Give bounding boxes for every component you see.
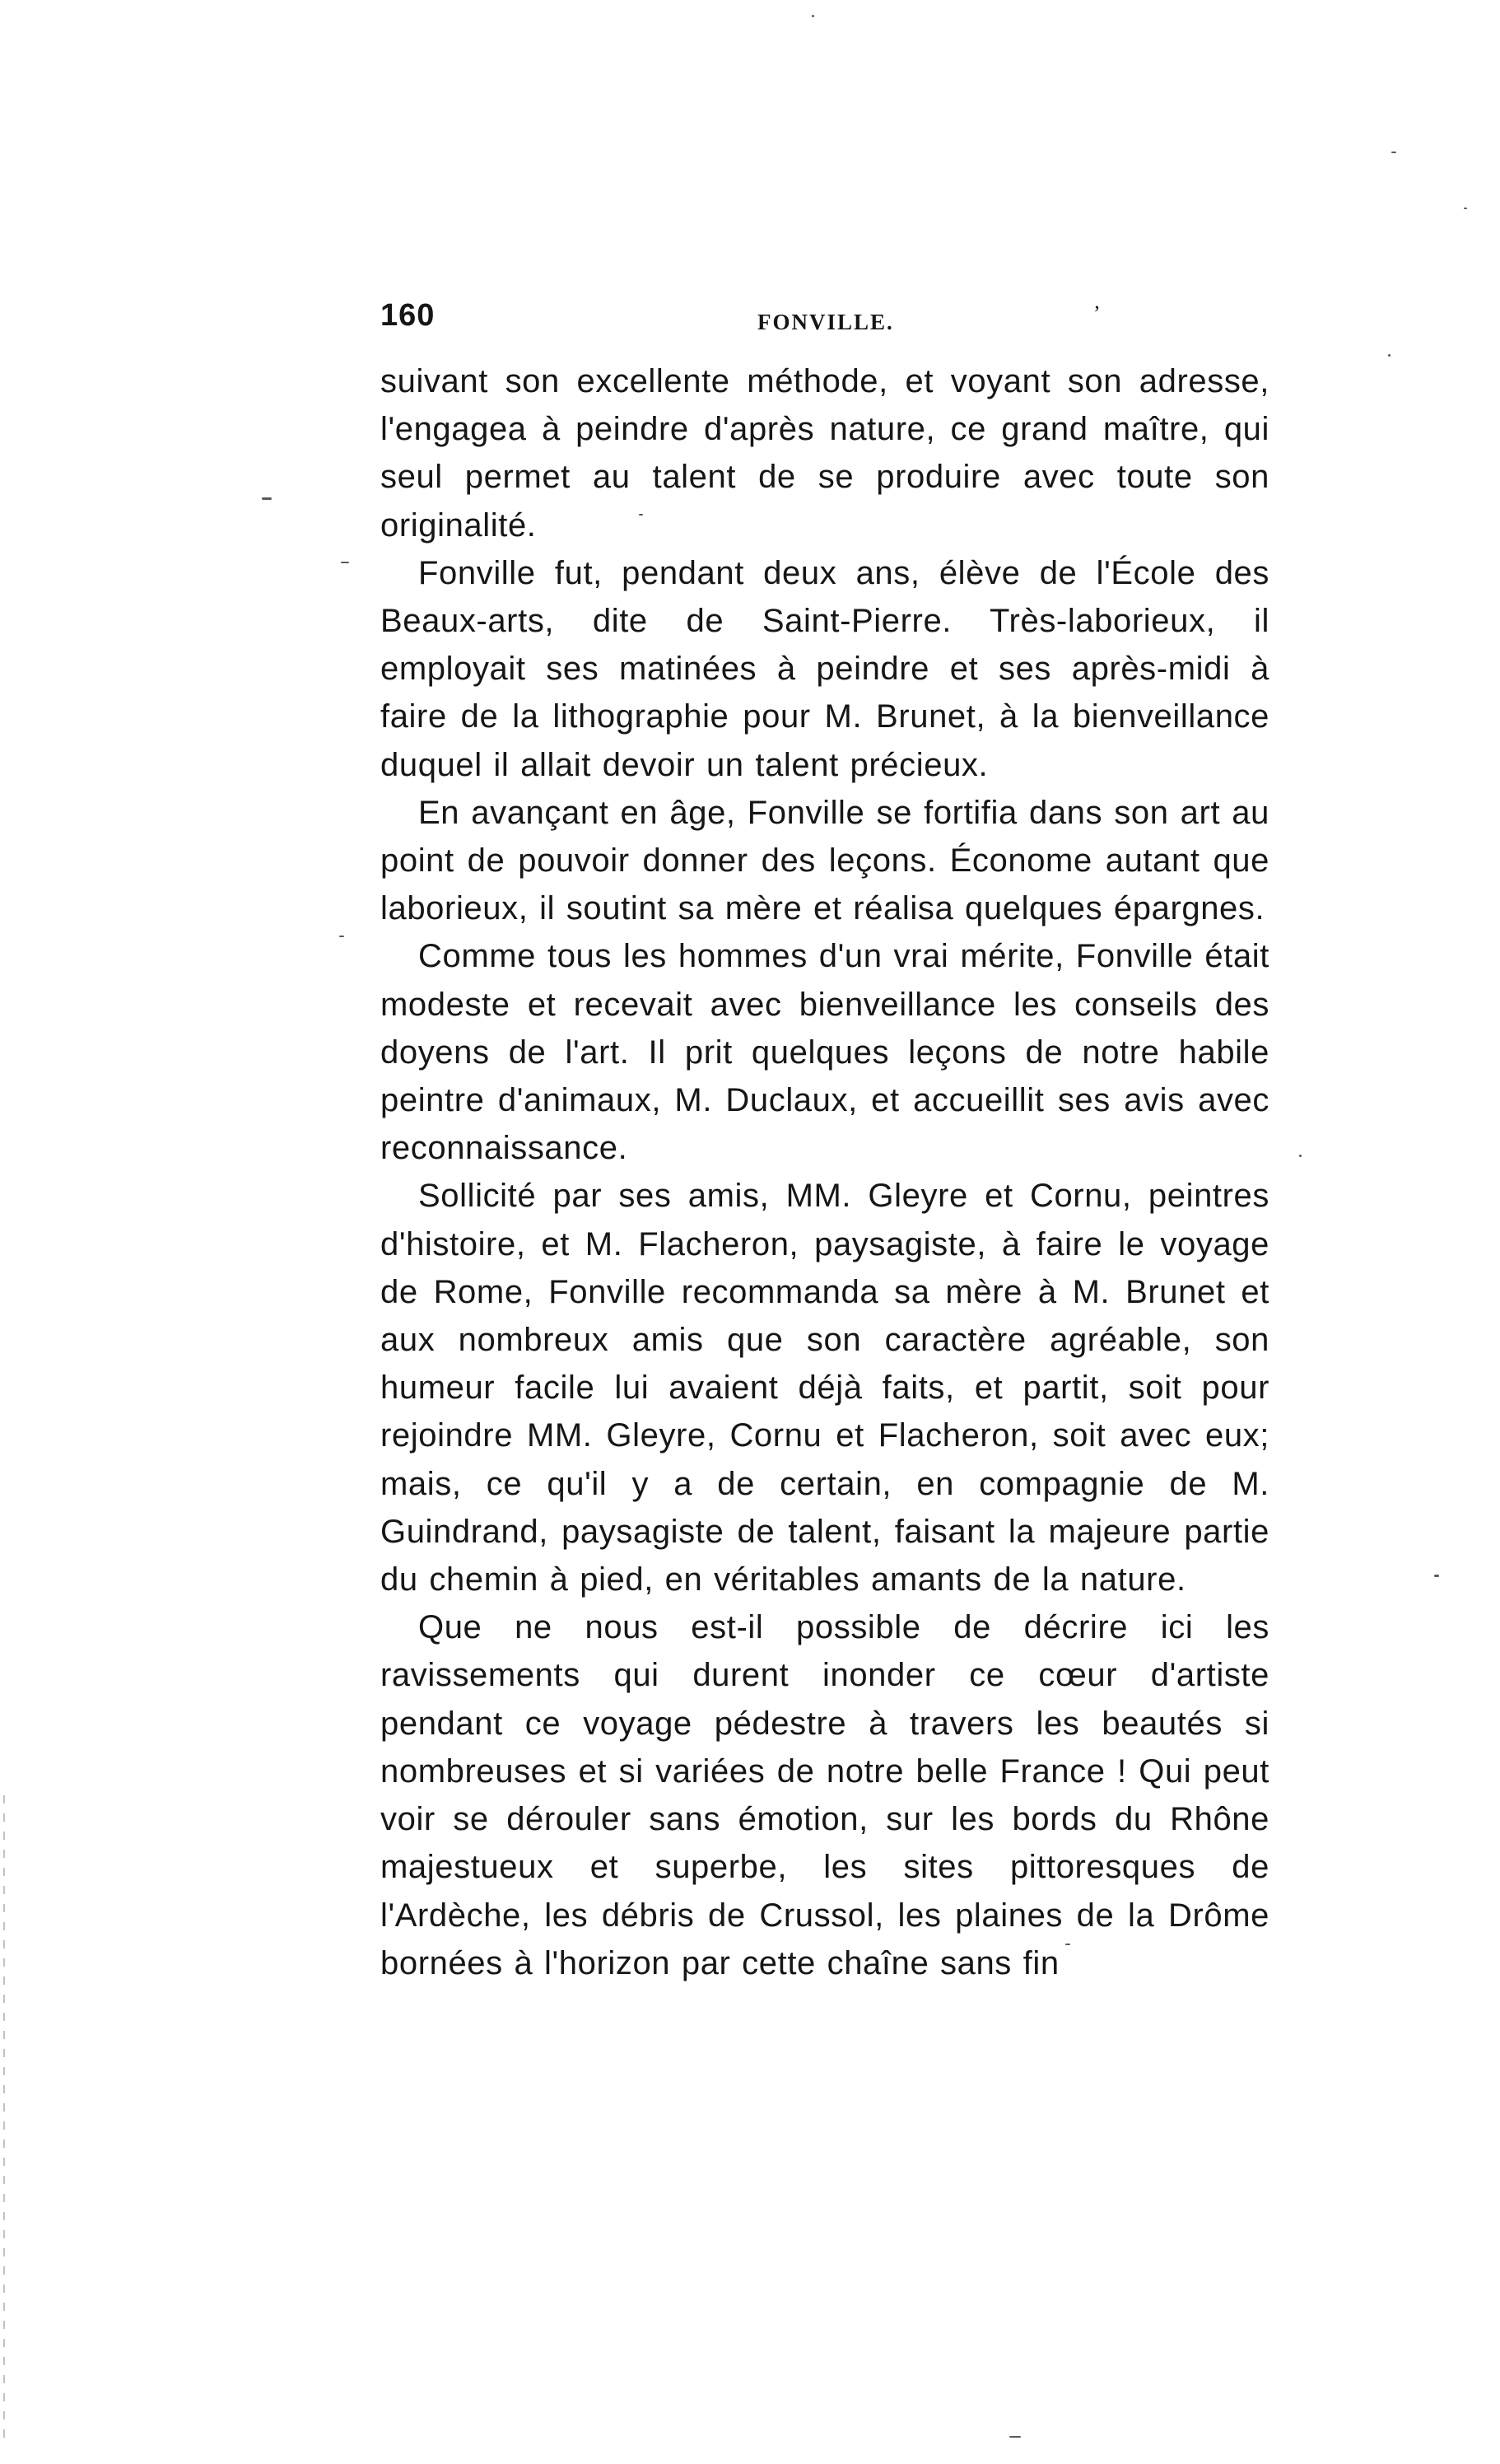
paragraph-ecole-beaux-arts: Fonville fut, pendant deux ans, élève de l'École des Beaux-arts, dite de Saint-Pierre. Très-laborieux, il employait ses matinées à peindre et ses après-midi à faire de la lithographie pour M. Brunet, à la bienveillance duquel il allait devoir un talent précieux. <box>380 554 1269 783</box>
print-mark: ʼ <box>1093 301 1101 325</box>
paragraph-france-journey: Que ne nous est-il possible de décrire ici les ravissements qui durent inonder ce cœur d'artiste pendant ce voyage pédestre à travers les beautés si nombreuses et si variées de notre belle France ! Qui peut voir se dérouler sans émotion, sur les bords du Rhône majestueux et superbe, les sites pittoresques de l'Ardèche, les débris de Crussol, les plaines de la Drôme bornées à l'horizon par cette chaîne sans fin <box>380 1609 1269 1981</box>
paragraph-rome-voyage: Sollicité par ses amis, MM. Gleyre et Cornu, peintres d'histoire, et M. Flacheron, paysagiste, à faire le voyage de Rome, Fonville recommanda sa mère à M. Brunet et aux nombreux amis que son caractère agréable, son humeur facile lui avaient déjà faits, et partit, soit pour rejoindre MM. Gleyre, Cornu et Flacheron, soit avec eux; mais, ce qu'il y a de certain, en compagnie de M. Guindrand, paysagiste de talent, faisant la majeure partie du chemin à pied, en véritables amants de la nature. <box>380 1178 1269 1598</box>
page-header <box>380 295 1269 344</box>
paragraph-modesty: Comme tous les hommes d'un vrai mérite, Fonville était modeste et recevait avec bienveillance les conseils des doyens de l'art. Il prit quelques leçons de notre habile peintre d'animaux, M. Duclaux, et accueillit ses avis avec reconnaissance. <box>380 938 1269 1167</box>
running-title: FONVILLE. <box>757 310 894 334</box>
paragraph-continuation: suivant son excellente méthode, et voyant son adresse, l'engagea à peindre d'après nature, ce grand maître, qui seul permet au talent de se produire avec toute son originalité. <box>380 363 1269 544</box>
body-text <box>380 357 1269 1987</box>
paragraph-lessons: En avançant en âge, Fonville se fortifia dans son art au point de pouvoir donner des leçons. Économe autant que laborieux, il soutint sa mère et réalisa quelques épargnes. <box>380 794 1269 927</box>
page-number: 160 <box>380 298 436 333</box>
binding-edge <box>3 1795 5 2446</box>
